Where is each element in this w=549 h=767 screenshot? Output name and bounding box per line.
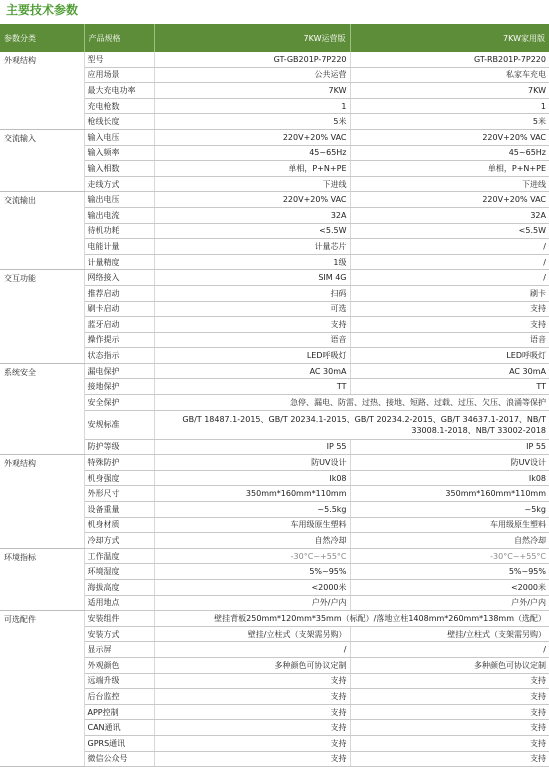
category-cell: 交互功能 — [0, 270, 84, 364]
home-version-value: -30°C~+55°C — [350, 548, 549, 564]
category-cell: 外观结构 — [0, 455, 84, 549]
home-version-value: 私家车充电 — [350, 67, 549, 83]
spec-name-cell: 输入相数 — [84, 161, 154, 177]
home-version-value: <2000米 — [350, 580, 549, 596]
home-version-value: 壁挂/立柱式（支架需另购） — [350, 626, 549, 642]
operating-version-value: 支持 — [154, 735, 350, 751]
spec-name-cell: 操作提示 — [84, 332, 154, 348]
spec-name-cell: GPRS通讯 — [84, 735, 154, 751]
operating-version-value: 32A — [154, 207, 350, 223]
spec-name-cell: CAN通讯 — [84, 720, 154, 736]
home-version-value: 220V+20% VAC — [350, 129, 549, 145]
operating-version-value: 220V+20% VAC — [154, 192, 350, 208]
spec-name-cell: 安全保护 — [84, 395, 154, 411]
header-operating-version: 7KW运营版 — [154, 24, 350, 52]
home-version-value: 多种颜色可协议定制 — [350, 657, 549, 673]
home-version-value: 支持 — [350, 317, 549, 333]
spec-name-cell: 设备重量 — [84, 502, 154, 518]
home-version-value: 单相，P+N+PE — [350, 161, 549, 177]
operating-version-value: 220V+20% VAC — [154, 129, 350, 145]
operating-version-value: 5%~95% — [154, 564, 350, 580]
spec-name-cell: 最大充电功率 — [84, 83, 154, 99]
home-version-value: 户外/户内 — [350, 595, 549, 611]
header-category: 参数分类 — [0, 24, 84, 52]
home-version-value: 7KW — [350, 83, 549, 99]
category-cell: 系统安全 — [0, 363, 84, 454]
operating-version-value: 45~65Hz — [154, 145, 350, 161]
spec-name-cell: 型号 — [84, 52, 154, 67]
spec-name-cell: 电能计量 — [84, 239, 154, 255]
operating-version-value: 支持 — [154, 689, 350, 705]
spec-name-cell: 刷卡启动 — [84, 301, 154, 317]
spec-value-merged-cell: GB/T 18487.1-2015、GB/T 20234.1-2015、GB/T 20234.2-2015、GB/T 34637.1-2017、NB/T 33008.1-2018、NB/T 33002-2018 — [154, 410, 549, 439]
home-version-value: 支持 — [350, 704, 549, 720]
home-version-value: 350mm*160mm*110mm — [350, 486, 549, 502]
operating-version-value: TT — [154, 379, 350, 395]
operating-version-value: 可选 — [154, 301, 350, 317]
operating-version-value: GT-GB201P-7P220 — [154, 52, 350, 67]
operating-version-value: 防UV设计 — [154, 455, 350, 471]
category-cell: 交流输入 — [0, 129, 84, 191]
home-version-value: / — [350, 642, 549, 658]
spec-value-merged-cell: 壁挂背板250mm*120mm*35mm（标配）/落地立柱1408mm*260mm*138mm（选配） — [154, 611, 549, 627]
category-cell: 环境指标 — [0, 548, 84, 610]
table-header-row — [0, 24, 549, 52]
spec-name-cell: 待机功耗 — [84, 223, 154, 239]
operating-version-value: 自然冷却 — [154, 533, 350, 549]
spec-name-cell: 走线方式 — [84, 176, 154, 192]
home-version-value: / — [350, 239, 549, 255]
home-version-value: 5%~95% — [350, 564, 549, 580]
operating-version-value: 壁挂/立柱式（支架需另购） — [154, 626, 350, 642]
category-cell: 交流输出 — [0, 192, 84, 270]
spec-name-cell: 蓝牙启动 — [84, 317, 154, 333]
spec-name-cell: 特殊防护 — [84, 455, 154, 471]
spec-name-cell: 外观颜色 — [84, 657, 154, 673]
operating-version-value: 支持 — [154, 751, 350, 767]
home-version-value: 1 — [350, 98, 549, 114]
spec-name-cell: 外形尺寸 — [84, 486, 154, 502]
operating-version-value: <5.5W — [154, 223, 350, 239]
home-version-value: Ik08 — [350, 470, 549, 486]
spec-name-cell: 机身材质 — [84, 517, 154, 533]
operating-version-value: SIM 4G — [154, 270, 350, 286]
operating-version-value: <2000米 — [154, 580, 350, 596]
table-row — [0, 455, 549, 471]
spec-name-cell: 网络接入 — [84, 270, 154, 286]
spec-name-cell: 计量精度 — [84, 254, 154, 270]
home-version-value: 下进线 — [350, 176, 549, 192]
home-version-value: 自然冷却 — [350, 533, 549, 549]
operating-version-value: 单相，P+N+PE — [154, 161, 350, 177]
home-version-value: 语音 — [350, 332, 549, 348]
home-version-value: 防UV设计 — [350, 455, 549, 471]
spec-name-cell: 安装组件 — [84, 611, 154, 627]
home-version-value: IP 55 — [350, 439, 549, 455]
spec-name-cell: 状态指示 — [84, 348, 154, 364]
operating-version-value: AC 30mA — [154, 363, 350, 379]
table-row — [0, 270, 549, 286]
spec-name-cell: 适用地点 — [84, 595, 154, 611]
spec-name-cell: 安规标准 — [84, 410, 154, 439]
spec-table-body — [0, 52, 549, 767]
spec-name-cell: 机身强度 — [84, 470, 154, 486]
table-row — [0, 363, 549, 379]
operating-version-value: 计量芯片 — [154, 239, 350, 255]
operating-version-value: 下进线 — [154, 176, 350, 192]
home-version-value: LED呼吸灯 — [350, 348, 549, 364]
operating-version-value: ~5.5kg — [154, 502, 350, 518]
page-title: 主要技术参数 — [6, 3, 79, 17]
spec-name-cell: 防护等级 — [84, 439, 154, 455]
operating-version-value: 多种颜色可协议定制 — [154, 657, 350, 673]
spec-name-cell: 输出电流 — [84, 207, 154, 223]
spec-name-cell: 充电枪数 — [84, 98, 154, 114]
operating-version-value: LED呼吸灯 — [154, 348, 350, 364]
home-version-value: AC 30mA — [350, 363, 549, 379]
home-version-value: 220V+20% VAC — [350, 192, 549, 208]
operating-version-value: 扫码 — [154, 285, 350, 301]
spec-name-cell: 接地保护 — [84, 379, 154, 395]
operating-version-value: 支持 — [154, 704, 350, 720]
spec-name-cell: 海拔高度 — [84, 580, 154, 596]
spec-name-cell: 环境湿度 — [84, 564, 154, 580]
spec-name-cell: 安装方式 — [84, 626, 154, 642]
spec-name-cell: APP控制 — [84, 704, 154, 720]
spec-name-cell: 输入电压 — [84, 129, 154, 145]
home-version-value: 5米 — [350, 114, 549, 130]
home-version-value: ~5kg — [350, 502, 549, 518]
spec-name-cell: 冷却方式 — [84, 533, 154, 549]
home-version-value: 支持 — [350, 735, 549, 751]
home-version-value: 支持 — [350, 673, 549, 689]
home-version-value: / — [350, 270, 549, 286]
home-version-value: <5.5W — [350, 223, 549, 239]
home-version-value: TT — [350, 379, 549, 395]
spec-name-cell: 微信公众号 — [84, 751, 154, 767]
table-row — [0, 611, 549, 627]
header-spec: 产品规格 — [84, 24, 154, 52]
home-version-value: 车用级原生塑料 — [350, 517, 549, 533]
operating-version-value: 5米 — [154, 114, 350, 130]
home-version-value: 刷卡 — [350, 285, 549, 301]
operating-version-value: 7KW — [154, 83, 350, 99]
home-version-value: 32A — [350, 207, 549, 223]
table-row — [0, 52, 549, 67]
spec-name-cell: 推荐启动 — [84, 285, 154, 301]
operating-version-value: 1级 — [154, 254, 350, 270]
spec-name-cell: 输出电压 — [84, 192, 154, 208]
category-cell: 可选配件 — [0, 611, 84, 767]
home-version-value: 支持 — [350, 689, 549, 705]
operating-version-value: Ik08 — [154, 470, 350, 486]
operating-version-value: / — [154, 642, 350, 658]
spec-name-cell: 漏电保护 — [84, 363, 154, 379]
home-version-value: 支持 — [350, 751, 549, 767]
home-version-value: 支持 — [350, 720, 549, 736]
operating-version-value: 支持 — [154, 673, 350, 689]
operating-version-value: 350mm*160mm*110mm — [154, 486, 350, 502]
spec-name-cell: 后台监控 — [84, 689, 154, 705]
table-row — [0, 192, 549, 208]
spec-table — [0, 24, 549, 767]
spec-value-merged-cell: 急停、漏电、防雷、过热、接地、短路、过载、过压、欠压、浪涌等保护 — [154, 395, 549, 411]
spec-name-cell: 显示屏 — [84, 642, 154, 658]
operating-version-value: 公共运营 — [154, 67, 350, 83]
header-home-version: 7KW家用版 — [350, 24, 549, 52]
operating-version-value: IP 55 — [154, 439, 350, 455]
spec-name-cell: 枪线长度 — [84, 114, 154, 130]
spec-name-cell: 输入频率 — [84, 145, 154, 161]
home-version-value: / — [350, 254, 549, 270]
spec-name-cell: 应用场景 — [84, 67, 154, 83]
spec-name-cell: 远端升级 — [84, 673, 154, 689]
table-row — [0, 129, 549, 145]
operating-version-value: 1 — [154, 98, 350, 114]
home-version-value: GT-RB201P-7P220 — [350, 52, 549, 67]
home-version-value: 45~65Hz — [350, 145, 549, 161]
operating-version-value: 语音 — [154, 332, 350, 348]
operating-version-value: -30°C~+55°C — [154, 548, 350, 564]
operating-version-value: 支持 — [154, 720, 350, 736]
table-row — [0, 548, 549, 564]
operating-version-value: 支持 — [154, 317, 350, 333]
operating-version-value: 车用级原生塑料 — [154, 517, 350, 533]
spec-name-cell: 工作温度 — [84, 548, 154, 564]
home-version-value: 支持 — [350, 301, 549, 317]
operating-version-value: 户外/户内 — [154, 595, 350, 611]
category-cell: 外观结构 — [0, 52, 84, 129]
